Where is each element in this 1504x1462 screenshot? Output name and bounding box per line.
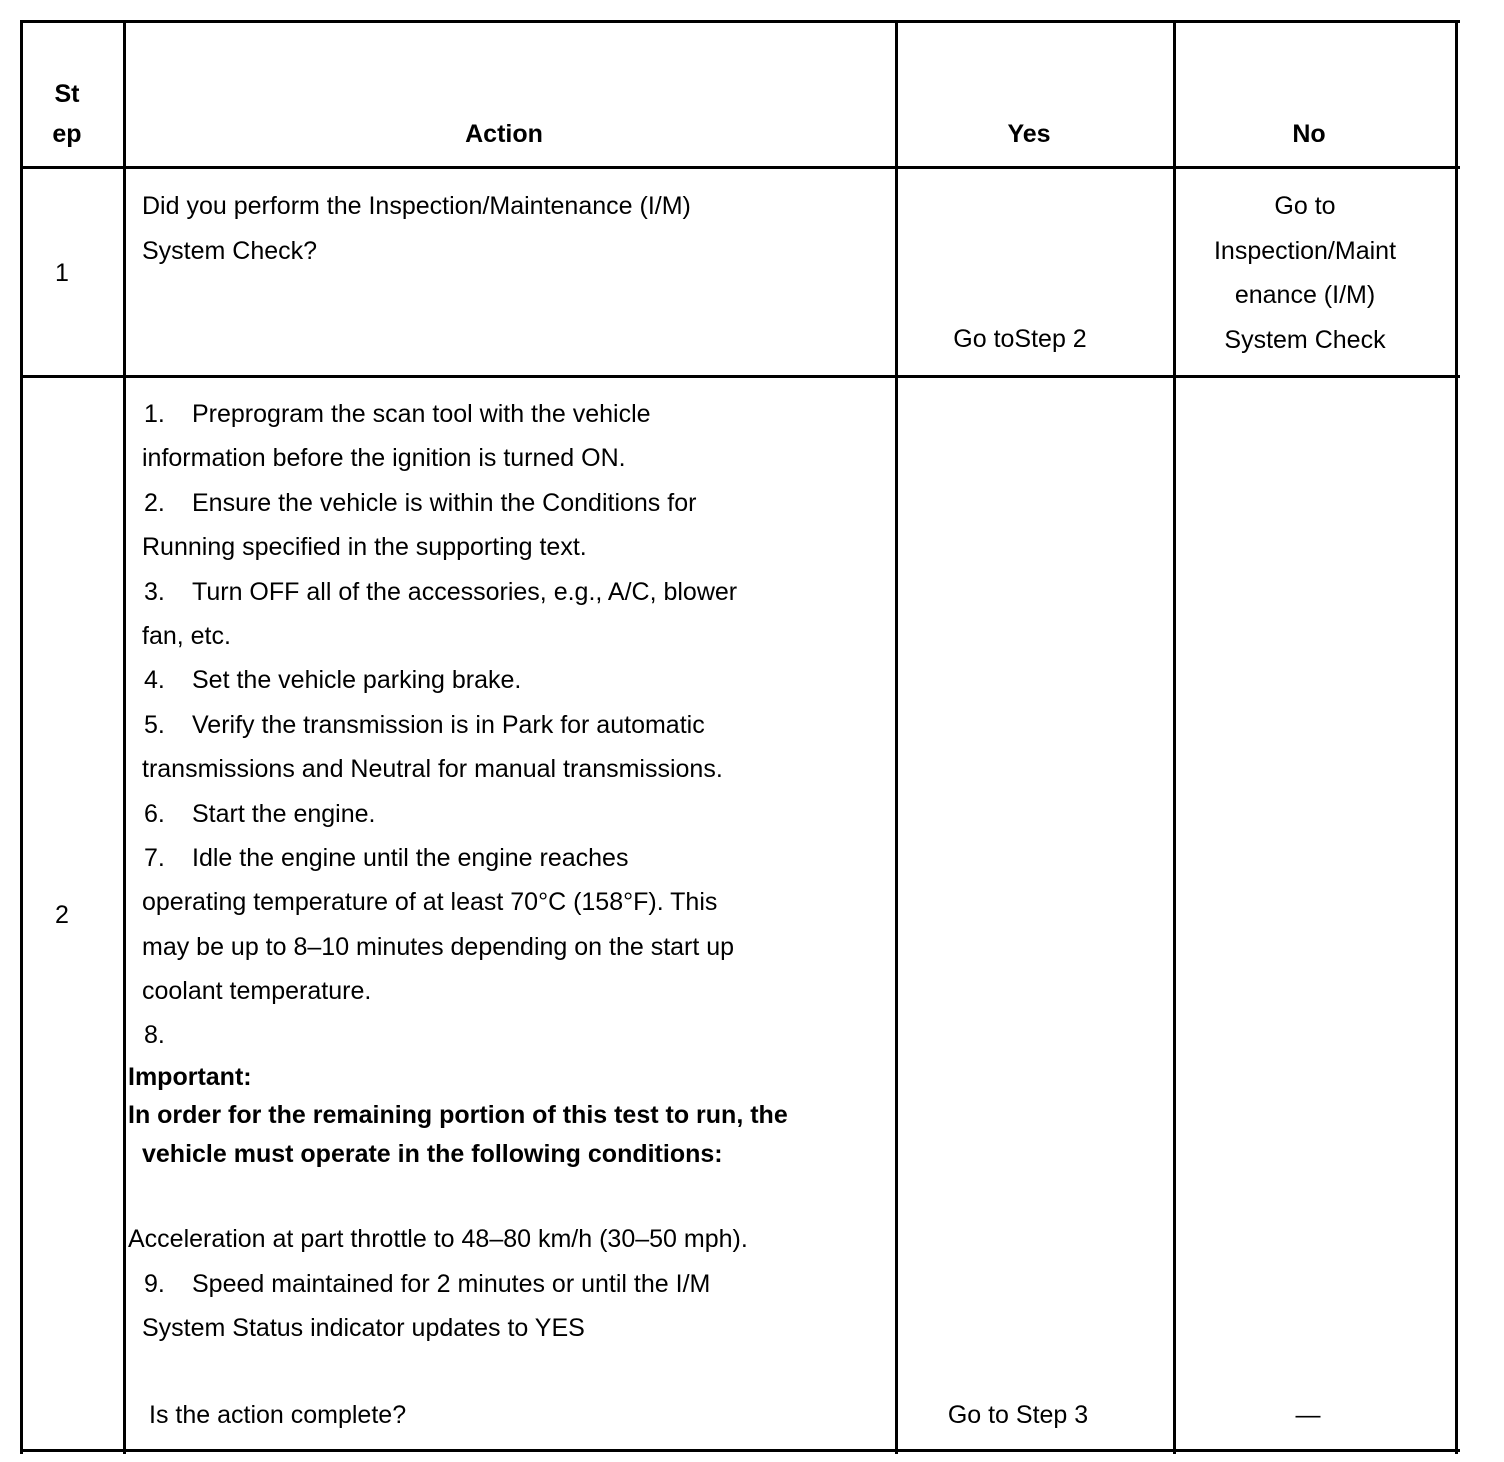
item-continuation: may be up to 8–10 minutes depending on the start up — [142, 932, 735, 961]
item-continuation: Running specified in the supporting text. — [142, 533, 587, 562]
row1-no-line: Go to — [1274, 192, 1336, 220]
spacer — [128, 1173, 788, 1217]
important-text: In order for the remaining portion of this test to run, the — [128, 1101, 788, 1130]
list-item — [128, 570, 788, 614]
row1-no-line: enance (I/M) — [1234, 281, 1376, 309]
item-number: 7. — [144, 843, 165, 872]
item-number: 4. — [144, 666, 165, 695]
column-divider-step — [123, 20, 126, 1454]
row1-yes: Go toStep 2 — [953, 325, 1087, 353]
important-text: vehicle must operate in the following conditions: — [142, 1139, 723, 1168]
row2-question: Is the action complete? — [149, 1401, 407, 1429]
row2-no: — — [1295, 1401, 1321, 1429]
row1-no — [1176, 184, 1434, 362]
condition-text: Acceleration at part throttle to 48–80 km/h (30–50 mph). — [128, 1225, 748, 1254]
row-divider — [20, 375, 1460, 378]
item-continuation: transmissions and Neutral for manual transmissions. — [142, 755, 723, 784]
header-divider — [20, 166, 1460, 169]
item-continuation: fan, etc. — [142, 621, 231, 650]
item-continuation: operating temperature of at least 70°C (158°F). This — [142, 888, 718, 917]
list-item — [128, 792, 788, 836]
row1-action-line: Did you perform the Inspection/Maintenance (I/M) — [142, 192, 691, 220]
header-step — [23, 74, 111, 154]
table-border-top — [20, 20, 1460, 23]
item-text: Set the vehicle parking brake. — [192, 666, 522, 695]
important-label: Important: — [128, 1062, 252, 1091]
item-continuation: coolant temperature. — [142, 977, 372, 1006]
row2-action — [128, 392, 788, 1351]
list-item — [128, 481, 788, 525]
item-text: Idle the engine until the engine reaches — [192, 843, 629, 872]
item-text: Verify the transmission is in Park for automatic — [192, 710, 705, 739]
item-number: 5. — [144, 710, 165, 739]
row1-action — [142, 184, 691, 273]
list-item — [128, 1262, 788, 1306]
item-number: 2. — [144, 488, 165, 517]
table-border-bottom — [20, 1449, 1460, 1452]
table-border-left — [20, 20, 23, 1454]
row1-no-line: Inspection/Maint — [1213, 236, 1397, 265]
list-item — [128, 392, 788, 436]
item-text: Preprogram the scan tool with the vehicle — [192, 400, 651, 428]
row2-yes: Go to Step 3 — [947, 1401, 1089, 1429]
list-item — [128, 703, 788, 747]
list-item — [128, 658, 788, 702]
header-yes: Yes — [1007, 120, 1051, 148]
header-action: Action — [465, 120, 543, 148]
header-no: No — [1292, 120, 1326, 148]
row1-no-line: System Check — [1224, 325, 1386, 354]
item-text: Ensure the vehicle is within the Conditions for — [192, 488, 697, 517]
item-text: Turn OFF all of the accessories, e.g., A/C, blower — [192, 577, 738, 606]
header-step-line: ep — [52, 120, 82, 148]
row1-step: 1 — [55, 259, 69, 287]
item-number: 6. — [144, 799, 165, 828]
item-continuation: information before the ignition is turned ON. — [142, 444, 626, 473]
column-divider-action — [895, 20, 898, 1454]
row2-step: 2 — [55, 901, 69, 929]
list-item — [128, 836, 788, 880]
item-continuation: System Status indicator updates to YES — [142, 1314, 585, 1343]
list-item — [128, 1013, 788, 1057]
item-number: 3. — [144, 577, 165, 606]
table-border-right — [1455, 20, 1458, 1454]
item-number: 9. — [144, 1269, 165, 1298]
item-text: Speed maintained for 2 minutes or until the I/M — [192, 1269, 711, 1298]
header-step-line: St — [54, 80, 80, 108]
item-number: 8. — [144, 1021, 165, 1050]
item-number: 1. — [144, 400, 165, 428]
row1-action-line: System Check? — [142, 236, 318, 265]
item-text: Start the engine. — [192, 799, 376, 828]
